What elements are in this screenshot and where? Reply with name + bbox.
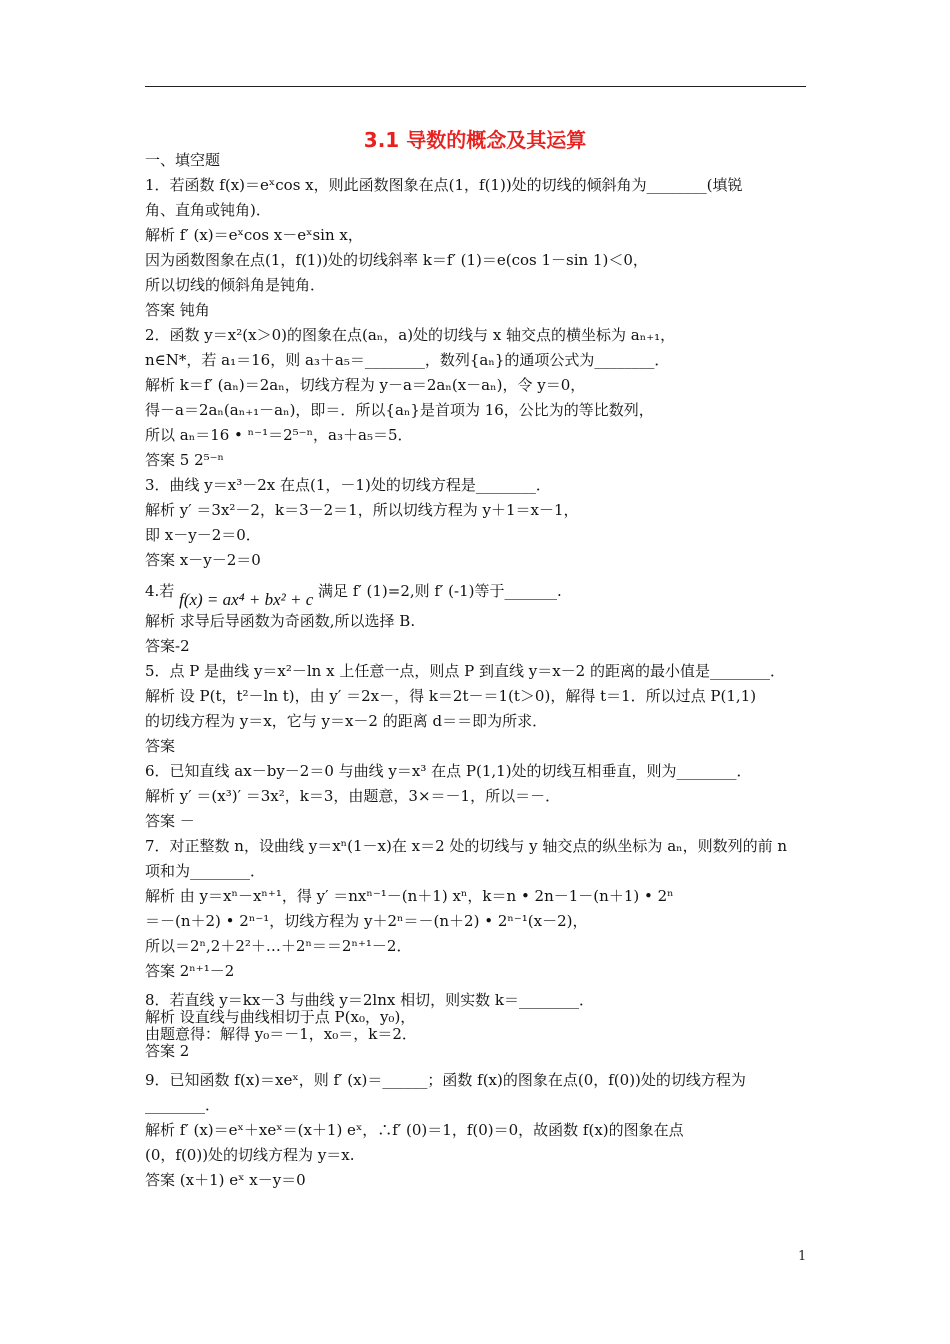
text-line: 解析 设 P(t，t²－ln t)，由 y′ ＝2x－，得 k＝2t－＝1(t＞0)，解得 t＝1．所以过点 P(1,1) [145,687,757,705]
text-line: 所以切线的倾斜角是钝角． [145,276,326,294]
answer-line: 答案-2 [145,637,190,655]
question-4-formula: f(x) = ax⁴ + bx² + c [179,590,314,609]
answer-line: 答案 2 [145,1043,190,1060]
answer-line: 答案 钝角 [145,301,210,319]
text-line: 角、直角或钝角)． [145,201,271,219]
text-line: 的切线方程为 y＝x，它与 y＝x－2 的距离 d＝＝即为所求． [145,712,548,730]
text-line: (0，f(0))处的切线方程为 y＝x. [145,1146,355,1164]
answer-line: 答案 － [145,812,195,830]
answer-line: 答案 [145,737,176,755]
question-4-line [145,573,810,609]
text-line: 即 x－y－2＝0． [145,526,261,544]
text-line: 解析 f′ (x)＝eˣ＋xeˣ＝(x＋1) eˣ，∴f′ (0)＝1，f(0)＝0，故函数 f(x)的图象在点 [145,1121,684,1139]
text-line: 5．点 P 是曲线 y＝x²－ln x 上任意一点，则点 P 到直线 y＝x－2 的距离的最小值是________． [145,662,785,680]
answer-line: 答案 2ⁿ⁺¹－2 [145,962,235,980]
text-line: 得－a＝2aₙ(aₙ₊₁－aₙ)，即＝．所以{aₙ}是首项为 16，公比为的等比数列， [145,401,654,419]
page-number: 1 [798,1249,807,1264]
text-line: 解析 由 y＝xⁿ－xⁿ⁺¹，得 y′ ＝nxⁿ⁻¹－(n＋1) xⁿ，k＝n • 2n－1－(n＋1) • 2ⁿ [145,887,674,905]
text-line: 解析 y′ ＝3x²－2，k＝3－2＝1，所以切线方程为 y＋1＝x－1， [145,501,579,519]
text-line: 3．曲线 y＝x³－2x 在点(1，－1)处的切线方程是________． [145,476,551,494]
answer-line: 答案 5 2⁵⁻ⁿ [145,451,225,469]
text-line: 1．若函数 f(x)＝eˣcos x，则此函数图象在点(1，f(1))处的切线的倾斜角为________(填锐 [145,176,743,194]
answer-line: 答案 (x＋1) eˣ x－y＝0 [145,1171,306,1189]
text-line: 2．函数 y＝x²(x＞0)的图象在点(aₙ，a)处的切线与 x 轴交点的横坐标为 aₙ₊₁， [145,326,676,344]
text-line: 解析 f′ (x)＝eˣcos x－eˣsin x， [145,226,363,244]
text-line: n∈N*，若 a₁＝16，则 a₃＋a₅＝________，数列{aₙ}的通项公式为________． [145,351,670,369]
text-line: 解析 y′ ＝(x³)′ ＝3x²，k＝3，由题意，3×＝－1，所以＝－． [145,787,561,805]
text-line: 由题意得：解得 y₀＝－1，x₀＝，k＝2． [145,1026,417,1043]
text-line: 7．对正整数 n，设曲线 y＝xⁿ(1－x)在 x＝2 处的切线与 y 轴交点的纵坐标为 aₙ，则数列的前 n [145,837,788,855]
text-line: 解析 求导后导函数为奇函数,所以选择 B. [145,612,416,630]
text-line: 项和为________． [145,862,266,880]
document-body [145,148,810,1193]
text-line: 所以＝2ⁿ,2＋2²＋…＋2ⁿ＝＝2ⁿ⁺¹－2． [145,937,412,955]
answer-line: 答案 x－y－2＝0 [145,551,261,569]
page-title: 3.1 导数的概念及其运算 [363,128,587,152]
text-line: ＝－(n＋2) • 2ⁿ⁻¹，切线方程为 y＋2ⁿ＝－(n＋2) • 2ⁿ⁻¹(x－2)， [145,912,588,930]
text-line: 所以 aₙ＝16 • ⁿ⁻¹＝2⁵⁻ⁿ，a₃＋a₅＝5． [145,426,413,444]
text-line: 解析 设直线与曲线相切于点 P(x₀，y₀)， [145,1009,416,1026]
text-line: ________． [145,1096,221,1114]
text-line: 因为函数图象在点(1，f(1))处的切线斜率 k＝f′ (1)＝e(cos 1－sin 1)＜0， [145,251,648,269]
text-line: 6．已知直线 ax－by－2＝0 与曲线 y＝x³ 在点 P(1,1)处的切线互相垂直，则为________． [145,762,752,780]
question-4-suffix: 满足 f′ (1)=2,则 f′ (-1)等于_______. [318,582,562,600]
text-line: 8．若直线 y＝kx－3 与曲线 y＝2lnx 相切，则实数 k＝________． [145,992,594,1009]
question-4-prefix: 4.若 [145,582,175,600]
text-line: 9．已知函数 f(x)＝xeˣ，则 f′ (x)＝______；函数 f(x)的图象在点(0，f(0))处的切线方程为 [145,1071,746,1089]
header-rule [145,86,806,87]
text-line: 解析 k＝f′ (aₙ)＝2aₙ，切线方程为 y－a＝2aₙ(x－aₙ)，令 y＝0， [145,376,586,394]
section-heading: 一、填空题 [145,151,221,169]
